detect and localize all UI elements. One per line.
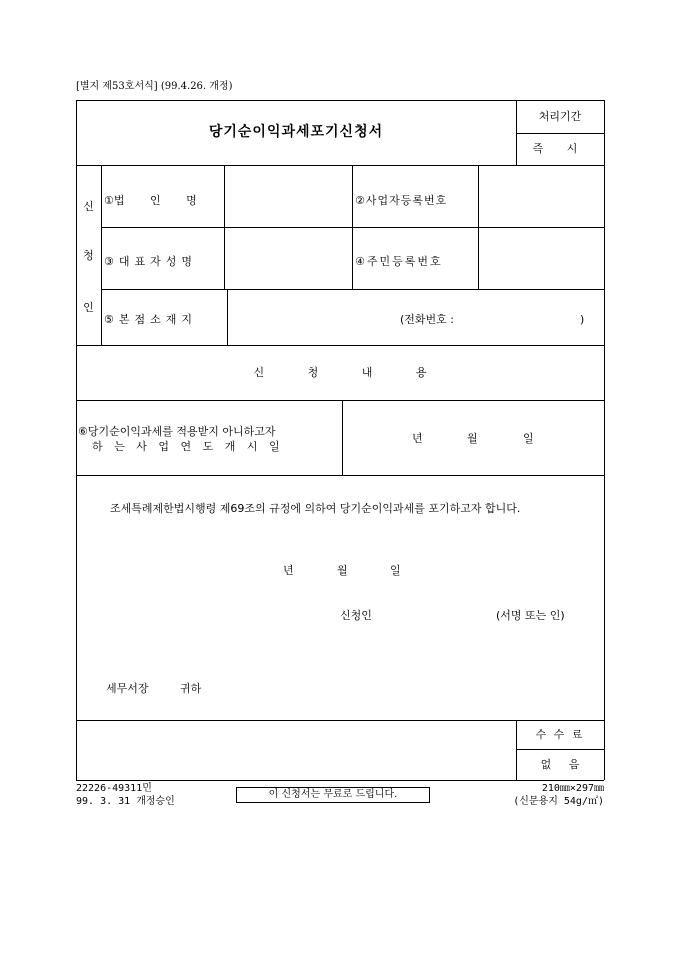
start-year-label-line1: ⑥당기순이익과세를 적용받지 아니하고자 [78,425,276,438]
approval-date: 99. 3. 31 개정승인 [76,796,175,807]
row3-divider [227,289,228,345]
form-header-note: [별지 제53호서식] (99.4.26. 개정) [76,81,233,92]
paper-size: 210㎜×297㎜ [541,783,604,794]
phone-number-close: ) [580,313,585,326]
start-year-divider [342,400,343,475]
corp-name-label: ①법 인 명 [104,194,197,207]
section-title-bottom [76,400,604,401]
paper-weight: (신문용지 54g/㎡) [513,796,604,807]
applicant-sign-placeholder[interactable]: (서명 또는 인) [496,609,565,622]
title-row-bottom [76,165,604,166]
rep-name-label: ③대표자성명 [104,255,197,268]
start-year-label-line2: 하 는 사 업 연 도 개 시 일 [92,440,281,453]
fee-label: 수 수 료 [535,728,585,741]
applicant-side-label-3: 인 [83,301,94,314]
start-year-date-month: 월 [467,432,478,445]
application-date-day: 일 [390,564,401,577]
fee-value: 없 음 [540,758,580,771]
addressee-honorific: 귀하 [180,682,202,695]
applicant-side-label-1: 신 [83,200,94,213]
applicant-side-label-2: 청 [83,249,94,262]
free-form-notice: 이 신청서는 무료로 드립니다. [236,787,430,803]
frame-right [604,100,605,780]
application-content-heading: 신 청 내 용 [253,366,427,379]
application-statement: 조세특례제한법시행령 제69조의 규정에 의하여 당기순이익과세를 포기하고자 합니다. [110,502,521,515]
phone-number-label: (전화번호 : [400,313,454,326]
start-year-date-day: 일 [523,432,534,445]
frame-top [76,100,604,101]
form-code: 22226-49311민 [76,783,152,794]
applicant-block-bottom [76,345,604,346]
frame-bottom [76,780,604,781]
biz-reg-label: ②사업자등록번호 [355,194,448,207]
start-year-bottom [76,475,604,476]
fee-mid-line [516,749,604,750]
start-year-date-year: 년 [412,432,423,445]
row2-bottom [101,289,604,290]
application-date-month: 월 [337,564,348,577]
applicant-side-divider [101,165,102,345]
row1-bottom [101,227,604,228]
processing-period-value: 즉 시 [532,142,588,155]
application-date-year: 년 [283,564,294,577]
hq-address-label: ⑤본점소재지 [104,313,197,326]
applicant-sign-label: 신청인 [340,609,372,622]
resident-no-label: ④주민등록번호 [355,255,443,268]
form-title: 당기순이익과세포기신청서 [208,124,384,140]
processing-mid-line [516,133,604,134]
tax-office-addressee: 세무서장 [106,682,149,695]
statement-bottom [76,720,604,721]
processing-period-label: 처리기간 [538,110,582,123]
